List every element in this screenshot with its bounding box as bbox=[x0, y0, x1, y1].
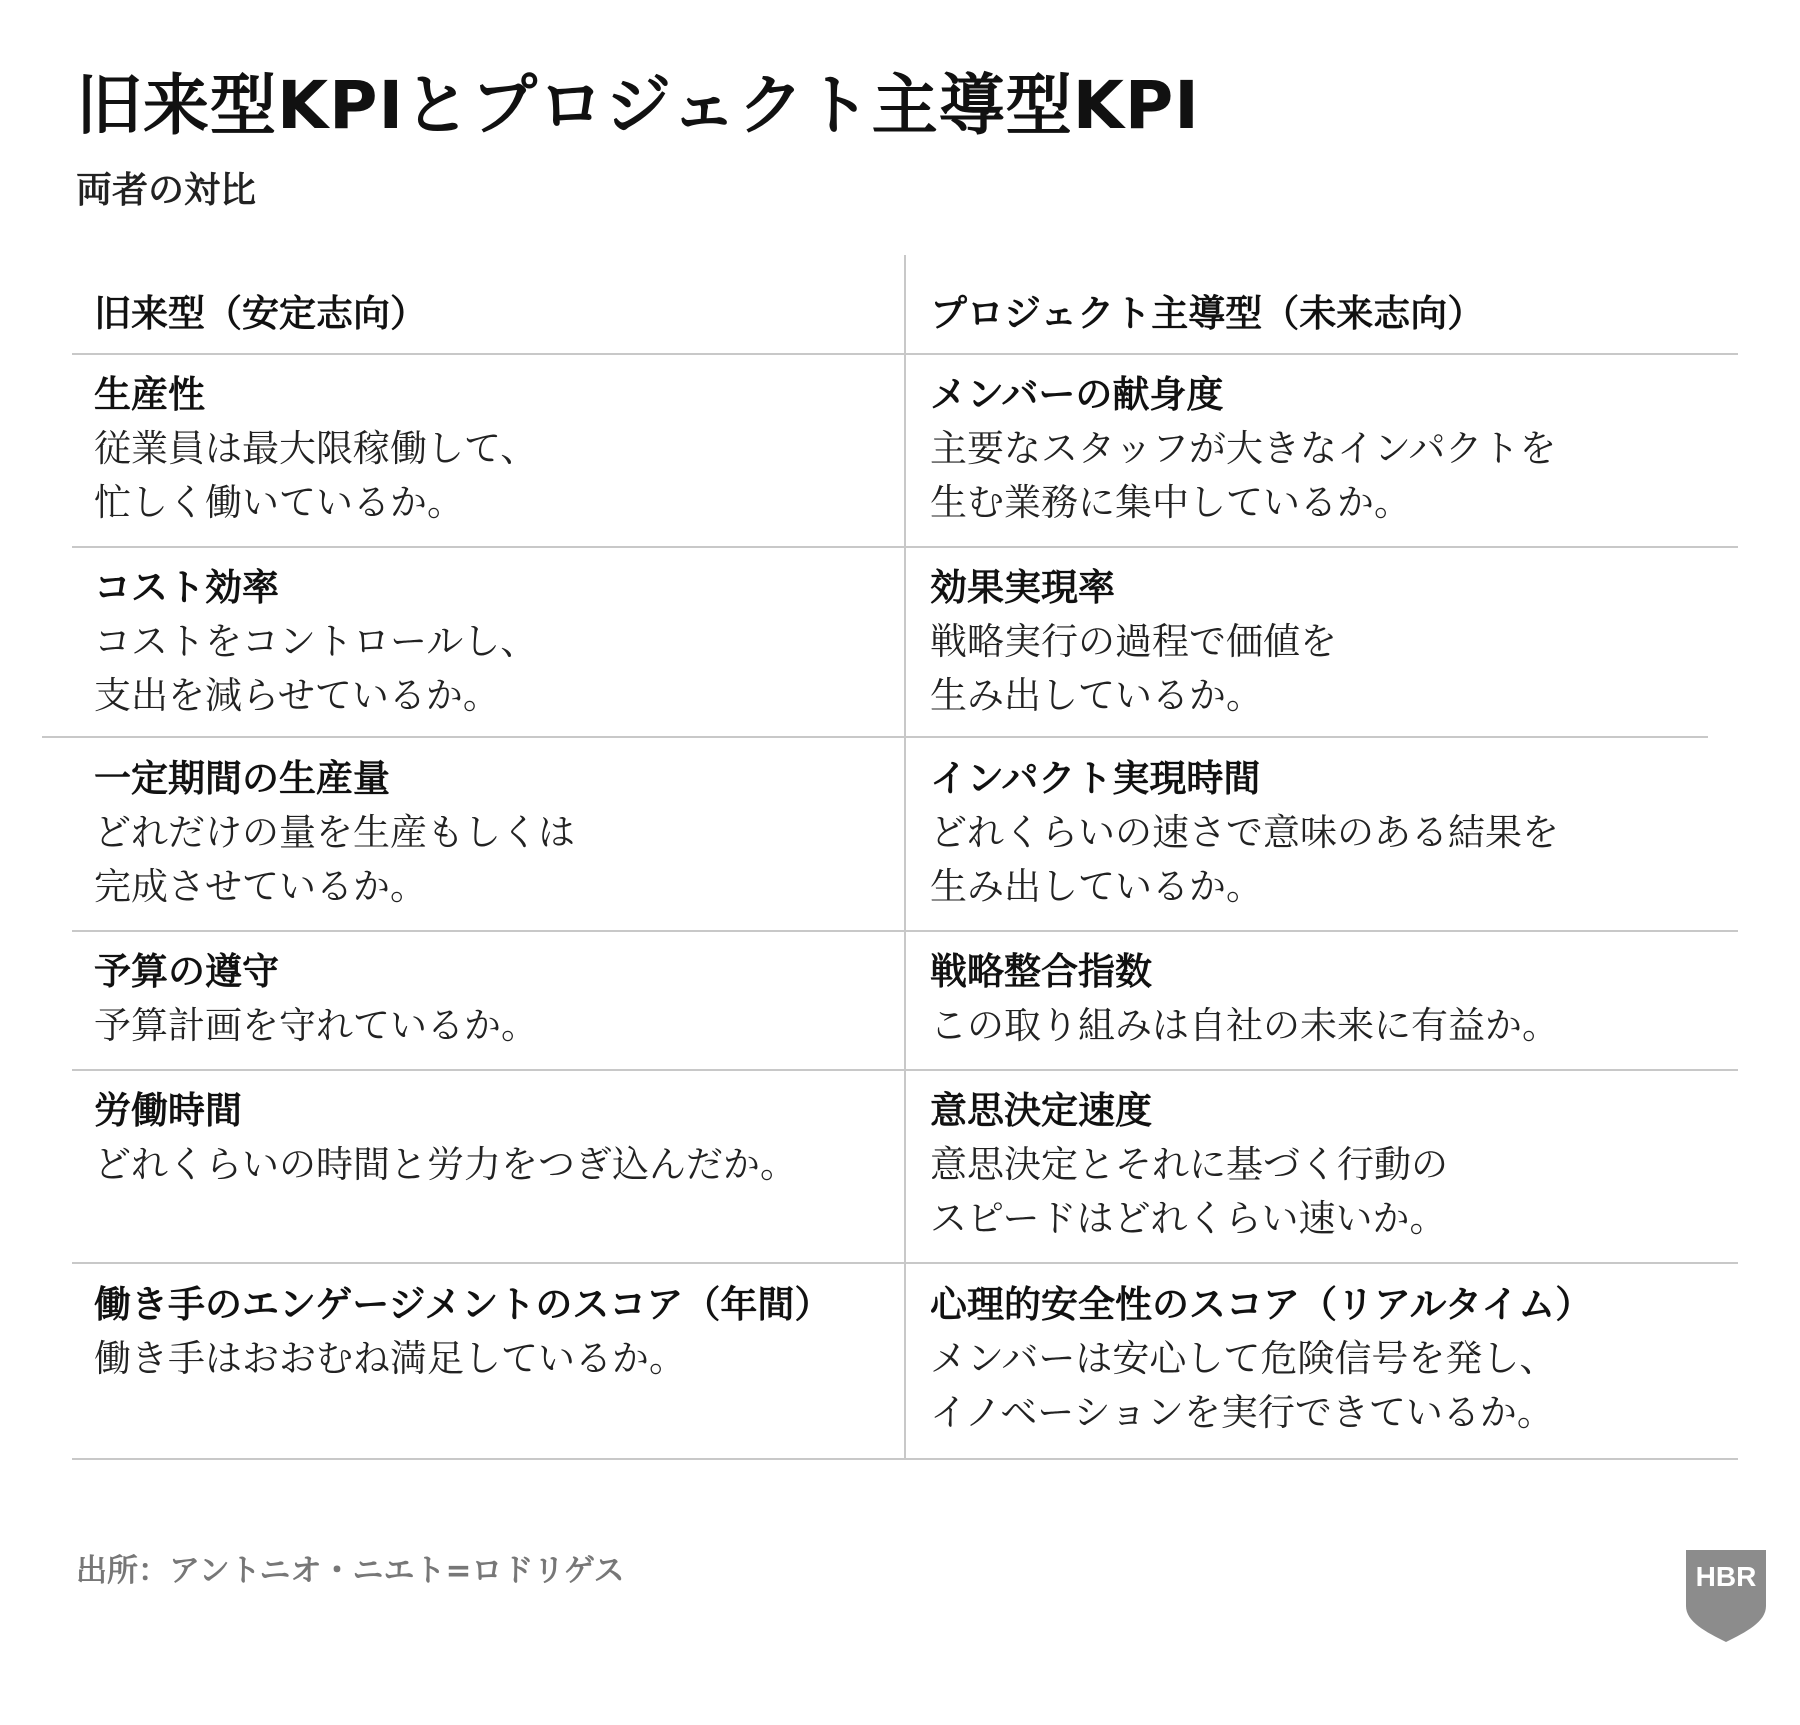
metric-name: 予算の遵守 bbox=[94, 950, 279, 993]
table-row-left-cell bbox=[94, 561, 537, 723]
hbr-logo-text: HBR bbox=[1695, 1561, 1757, 1592]
metric-description: 意思決定とそれに基づく行動の スピードはどれくらい速いか。 bbox=[930, 1143, 1448, 1240]
metric-name: コスト効率 bbox=[94, 566, 279, 609]
metric-name: 一定期間の生産量 bbox=[94, 757, 390, 800]
metric-name: 心理的安全性のスコア（リアルタイム） bbox=[930, 1283, 1593, 1326]
right-column-header: プロジェクト主導型（未来志向） bbox=[930, 292, 1485, 335]
kpi-comparison-table bbox=[72, 255, 1738, 1460]
table-row-right-cell bbox=[930, 752, 1559, 914]
header-divider bbox=[72, 353, 1738, 355]
metric-name: 戦略整合指数 bbox=[930, 950, 1152, 993]
metric-description: どれくらいの速さで意味のある結果を 生み出しているか。 bbox=[930, 811, 1559, 908]
table-row-left-cell bbox=[94, 752, 575, 914]
metric-description: この取り組みは自社の未来に有益か。 bbox=[930, 1004, 1559, 1047]
table-row-right-cell bbox=[930, 368, 1556, 530]
row-divider bbox=[42, 736, 1708, 738]
metric-description: 働き手はおおむね満足しているか。 bbox=[94, 1337, 686, 1380]
metric-description: 従業員は最大限稼働して、 忙しく働いているか。 bbox=[94, 427, 538, 524]
row-divider bbox=[72, 1069, 1738, 1071]
page-subtitle: 両者の対比 bbox=[76, 170, 257, 211]
metric-description: 主要なスタッフが大きなインパクトを 生む業務に集中しているか。 bbox=[930, 427, 1557, 524]
table-row-right-cell bbox=[930, 1278, 1592, 1440]
row-divider bbox=[72, 546, 1738, 548]
table-row-right-cell bbox=[930, 561, 1337, 723]
metric-name: 働き手のエンゲージメントのスコア（年間） bbox=[94, 1283, 832, 1326]
metric-name: 効果実現率 bbox=[930, 566, 1115, 609]
metric-description: どれだけの量を生産もしくは 完成させているか。 bbox=[94, 811, 575, 908]
hbr-logo-icon bbox=[1686, 1550, 1766, 1642]
metric-name: 労働時間 bbox=[94, 1089, 242, 1132]
table-row-left-cell bbox=[94, 368, 537, 530]
column-divider bbox=[904, 255, 906, 1460]
metric-name: 生産性 bbox=[94, 373, 205, 416]
table-bottom-rule bbox=[72, 1458, 1738, 1460]
table-row-right-cell bbox=[930, 945, 1559, 1053]
metric-description: 戦略実行の過程で価値を 生み出しているか。 bbox=[930, 620, 1337, 717]
metric-description: どれくらいの時間と労力をつぎ込んだか。 bbox=[94, 1143, 797, 1186]
metric-description: メンバーは安心して危険信号を発し、 イノベーションを実行できているか。 bbox=[930, 1337, 1557, 1434]
table-row-left-cell bbox=[94, 1084, 797, 1192]
left-column-header: 旧来型（安定志向） bbox=[94, 292, 427, 335]
metric-name: 意思決定速度 bbox=[930, 1089, 1152, 1132]
table-row-right-cell bbox=[930, 1084, 1448, 1246]
source-credit: 出所：アントニオ・ニエト=ロドリゲス bbox=[76, 1553, 625, 1589]
table-row-left-cell bbox=[94, 1278, 831, 1386]
page-title: 旧来型KPIとプロジェクト主導型KPI bbox=[76, 67, 1200, 144]
row-divider bbox=[72, 930, 1738, 932]
metric-name: インパクト実現時間 bbox=[930, 757, 1261, 800]
table-row-left-cell bbox=[94, 945, 538, 1053]
metric-description: コストをコントロールし、 支出を減らせているか。 bbox=[94, 620, 538, 717]
metric-description: 予算計画を守れているか。 bbox=[94, 1004, 538, 1047]
row-divider bbox=[72, 1262, 1738, 1264]
metric-name: メンバーの献身度 bbox=[930, 373, 1224, 416]
